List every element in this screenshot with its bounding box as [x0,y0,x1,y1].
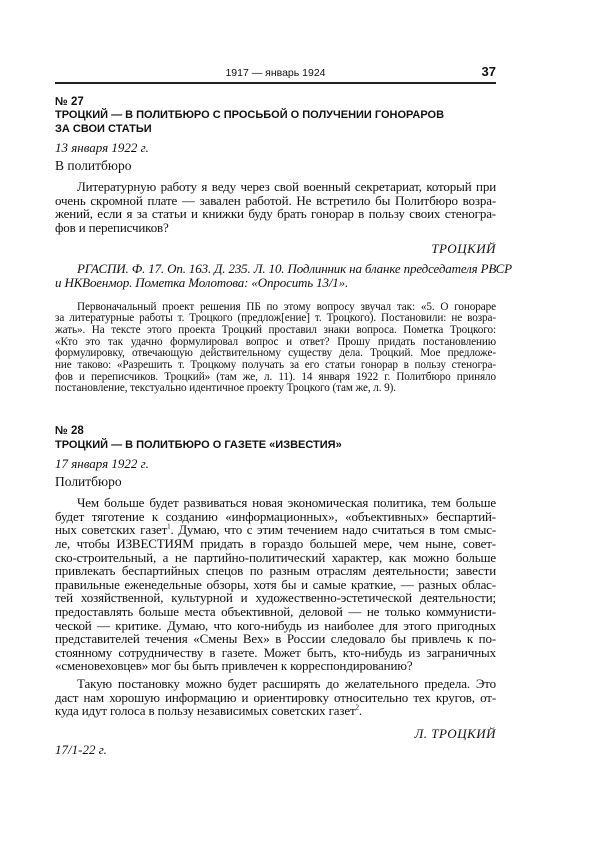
text-line: фов и переписчиков. Троцкий» (там же, л. 11). 14 января 1922 г. Политбюро приняло [55,370,496,383]
doc27-addressee: В политбюро [55,158,132,173]
text-line [55,704,496,718]
text-line: и НКВоенмор. Пометка Молотова: «Опросить 13/1». [55,274,349,290]
text-line: фов и переписчиков? [55,219,169,235]
text-line: Первоначальный проект решения ПБ по этому вопросу звучал так: «5. О гонораре [77,300,496,313]
doc28-paragraph-1 [55,496,496,673]
running-header [55,66,496,80]
doc28-paragraph-2 [55,677,496,718]
text-line: ческой — критике. Думаю, что кого-нибудь из наиболее для этого пригодных [55,617,496,633]
text-line: жать». На тексте этого проекта Троцкий проставил знаки вопроса. Пометка Троцкого: [55,323,496,336]
text-line: жений, если я за статьи и книжки буду брать гонорар в пользу своих стеногра- [55,206,496,222]
doc27-note [55,302,496,396]
text-line: очень скромной плате — завален работой. Не встретило бы Политбюро возра- [55,192,496,208]
footnote-mark[interactable]: 1 [167,523,171,532]
doc27-number: № 27 [55,95,84,108]
text-line: РГАСПИ. Ф. 17. Оп. 163. Д. 235. Л. 10. Подлинник на бланке председателя РВСР [77,261,512,277]
doc28-signature: Л. ТРОЦКИЙ [414,725,496,741]
running-title: 1917 — январь 1924 [225,67,326,79]
doc27-title-line: ЗА СВОИ СТАТЬИ [55,122,152,135]
text-line: ние таково: «Разрешить т. Троцкому получать за его статьи гонорар в пользу стеногра- [55,359,496,372]
text-fragment: . Думаю, что с этим течением надо считаться в том смыс- [170,522,496,538]
text-fragment: . [358,703,363,719]
doc27-title-line: ТРОЦКИЙ — В ПОЛИТБЮРО С ПРОСЬБОЙ О ПОЛУЧЕНИИ ГОНОРАРОВ [55,109,445,121]
text-line: Литературную работу я веду через свой военный секретариат, который при [77,179,496,194]
text-line: даст нам хорошую информацию и ориентировку относительно тех кругов, от- [55,689,496,705]
text-fragment: ных советских газет [55,522,168,538]
doc28-addressee: Политбюро [55,474,122,490]
doc28-number: № 28 [55,425,84,438]
doc27-archive-reference [55,261,512,290]
text-line: формулировку, отвечающую действительному существу дела. Троцкий. Мое предложе- [55,347,496,360]
doc28-date: 17 января 1922 г. [55,456,149,472]
text-fragment: куда идут голоса в пользу независимых советских газет [55,703,356,719]
doc27-date: 13 января 1922 г. [55,140,149,155]
text-line: ле, чтобы ИЗВЕСТИЯМ придать в гораздо большей мере, чем ныне, совет- [55,535,496,551]
text-line: будет тяготение к созданию «информационных», «объективных» беспартий- [55,508,496,524]
text-line: предоставлять больше места объективной, деловой — не только коммунисти- [55,603,496,619]
doc28-title-line: ТРОЦКИЙ — В ПОЛИТБЮРО О ГАЗЕТЕ «ИЗВЕСТИЯ» [55,438,342,451]
text-line: тей хозяйственной, культурной и художественно-эстетической деятельности; [55,590,496,606]
document-page [55,64,512,757]
text-line: правильные еженедельные обзоры, хотя бы и самые краткие, — разных облас- [55,576,496,592]
doc28-dated: 17/1-22 г. [55,741,107,757]
text-line: постановление, текстуально идентичное проекту Троцкого (там же, л. 9). [55,382,396,395]
text-line: представителей течения «Смены Вех» в России следовало бы привлечь к по- [55,631,496,647]
footnote-mark[interactable]: 2 [355,703,359,712]
text-line [55,523,496,537]
text-line: стоянному сотрудничеству в газете. Может быть, кто-нибудь из заграничных [55,644,496,660]
text-line: «сменовеховцев» мог бы быть привлечен к корреспондированию? [55,658,413,674]
text-line: Такую постановку можно будет расширять до желательного предела. Это [77,675,496,691]
text-line: привлекать беспартийных спецов по разным отраслям деятельности; завести [55,563,496,579]
text-line: за литературные работы т. Троцкого (предлож[ение] т. Троцкого). Постановили: не возра- [55,312,496,325]
text-line: ско-строительный, а не партийно-политический характер, как можно больше [55,549,496,565]
doc27-signature: ТРОЦКИЙ [431,241,496,257]
page-number: 37 [481,64,496,79]
text-line: «Кто это так удачно формулировал вопрос и ответ? Прошу придать постановлению [55,335,496,348]
doc27-body [55,180,496,234]
text-line: Чем больше будет развиваться новая экономическая политика, тем больше [77,495,496,511]
